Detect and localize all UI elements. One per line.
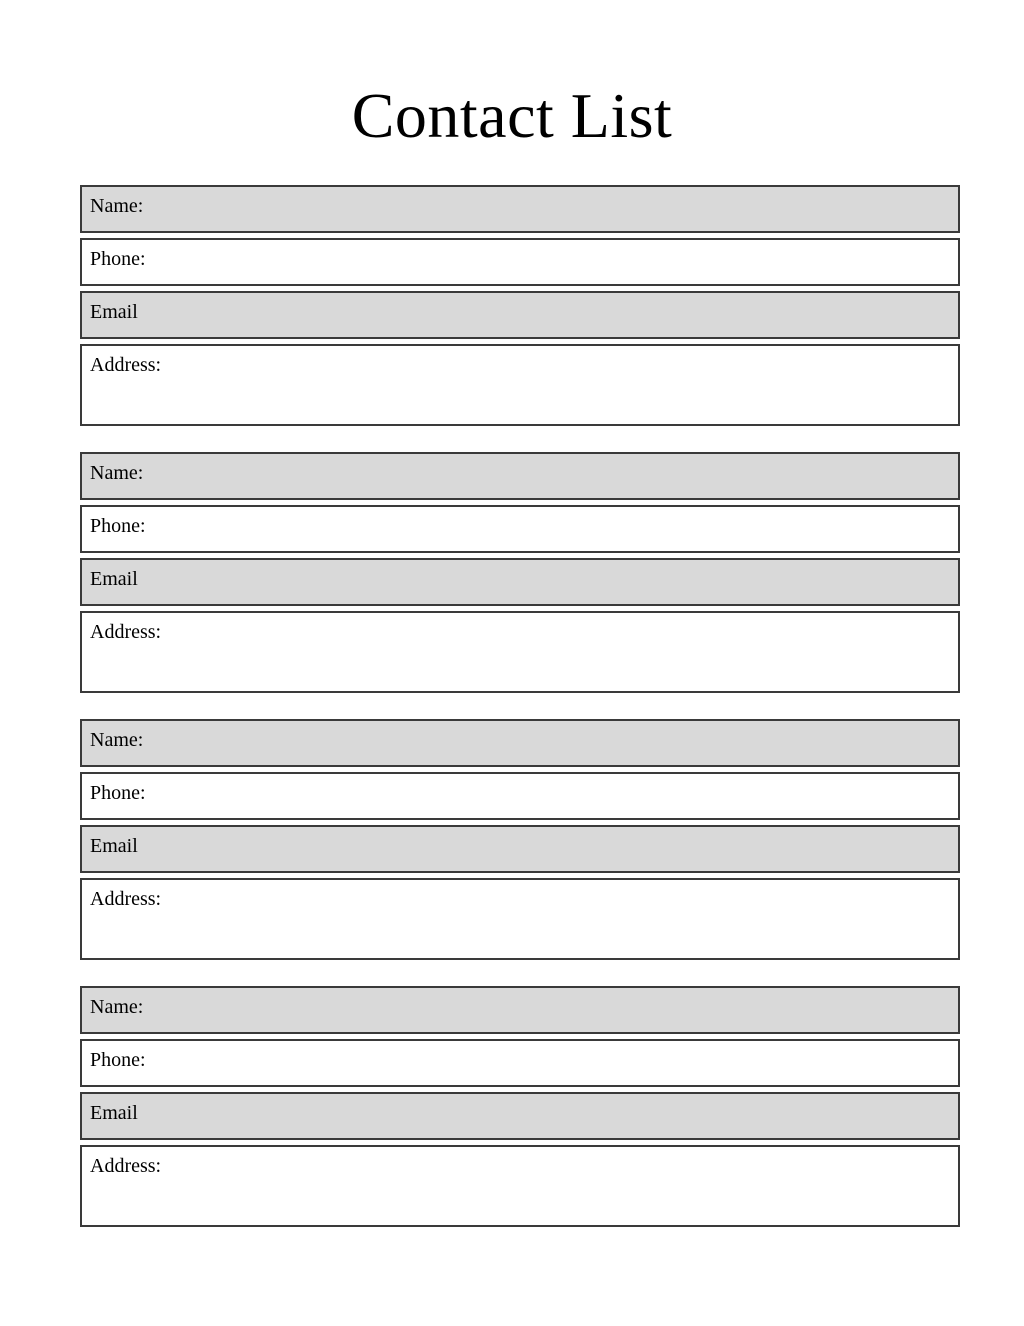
- name-input[interactable]: [90, 753, 945, 765]
- address-field-label: Address:: [90, 1155, 162, 1177]
- phone-field-label: Phone:: [90, 1049, 146, 1071]
- page-title: Contact List: [351, 80, 673, 151]
- address-field-row[interactable]: [80, 344, 960, 426]
- email-input[interactable]: [90, 592, 945, 604]
- email-input[interactable]: [90, 325, 945, 337]
- name-field-row[interactable]: [80, 452, 960, 500]
- phone-input[interactable]: [90, 272, 945, 284]
- email-input[interactable]: [90, 1126, 945, 1138]
- address-input[interactable]: [90, 912, 945, 956]
- address-field-label: Address:: [90, 354, 162, 376]
- address-input[interactable]: [90, 378, 945, 422]
- email-field-row[interactable]: [80, 291, 960, 339]
- address-field-label: Address:: [90, 888, 162, 910]
- name-field-label: Name:: [90, 729, 144, 751]
- name-input[interactable]: [90, 1020, 945, 1032]
- name-field-row[interactable]: [80, 185, 960, 233]
- name-field-row[interactable]: [80, 986, 960, 1034]
- contact-entry: [80, 719, 960, 960]
- email-input[interactable]: [90, 859, 945, 871]
- email-field-label: Email: [90, 1102, 138, 1124]
- address-field-row[interactable]: [80, 878, 960, 960]
- address-input[interactable]: [90, 645, 945, 689]
- email-field-row[interactable]: [80, 1092, 960, 1140]
- email-field-row[interactable]: [80, 558, 960, 606]
- email-field-label: Email: [90, 835, 138, 857]
- contact-entry: [80, 185, 960, 426]
- name-field-label: Name:: [90, 195, 144, 217]
- contact-entry: [80, 452, 960, 693]
- name-field-label: Name:: [90, 462, 144, 484]
- phone-field-row[interactable]: [80, 238, 960, 286]
- email-field-row[interactable]: [80, 825, 960, 873]
- name-input[interactable]: [90, 486, 945, 498]
- email-field-label: Email: [90, 568, 138, 590]
- phone-field-label: Phone:: [90, 515, 146, 537]
- phone-input[interactable]: [90, 539, 945, 551]
- contact-form: [80, 185, 960, 1227]
- address-field-row[interactable]: [80, 611, 960, 693]
- phone-field-label: Phone:: [90, 248, 146, 270]
- phone-input[interactable]: [90, 1073, 945, 1085]
- name-field-label: Name:: [90, 996, 144, 1018]
- address-field-row[interactable]: [80, 1145, 960, 1227]
- phone-field-row[interactable]: [80, 772, 960, 820]
- phone-field-row[interactable]: [80, 1039, 960, 1087]
- name-input[interactable]: [90, 219, 945, 231]
- phone-field-label: Phone:: [90, 782, 146, 804]
- email-field-label: Email: [90, 301, 138, 323]
- address-field-label: Address:: [90, 621, 162, 643]
- contact-entry: [80, 986, 960, 1227]
- address-input[interactable]: [90, 1179, 945, 1223]
- name-field-row[interactable]: [80, 719, 960, 767]
- phone-input[interactable]: [90, 806, 945, 818]
- phone-field-row[interactable]: [80, 505, 960, 553]
